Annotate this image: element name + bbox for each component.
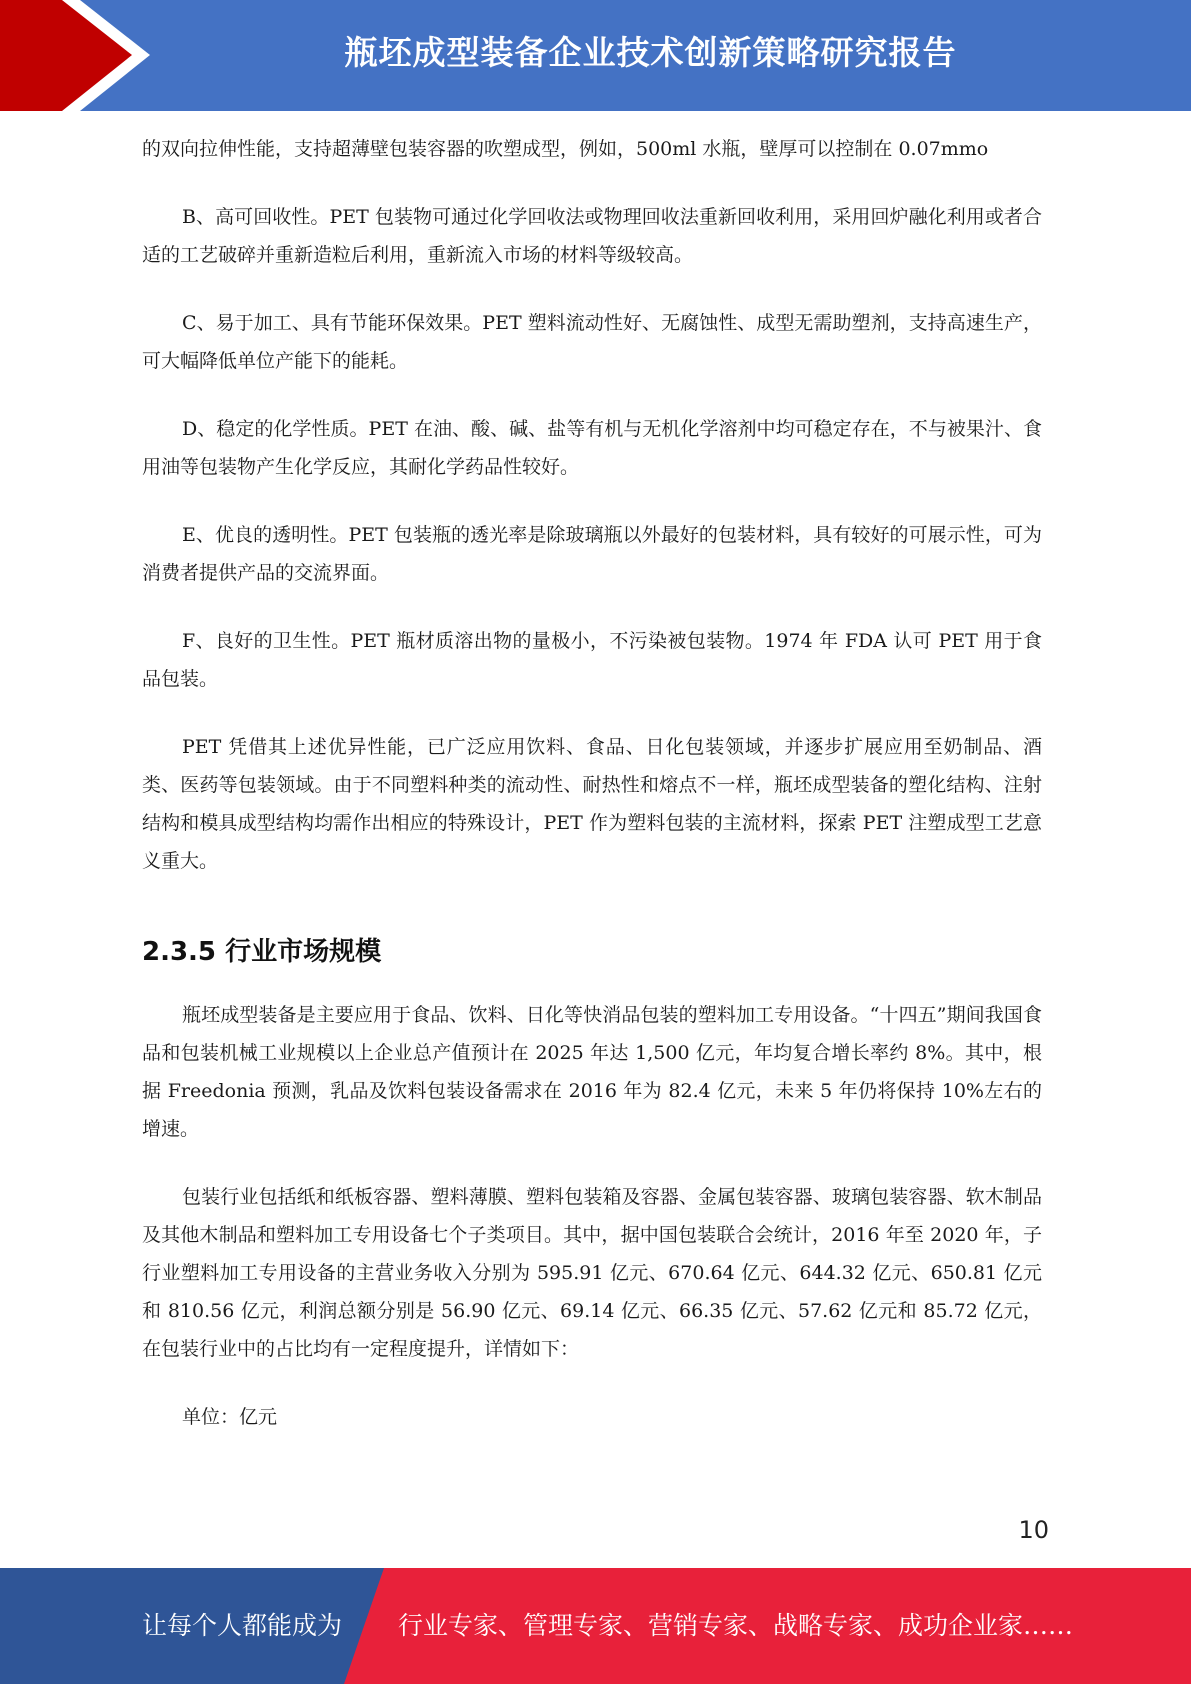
paragraph-pet-summary: PET 凭借其上述优异性能，已广泛应用饮料、食品、日化包装领域，并逐步扩展应用至奶制品、酒类、医药等包装领域。由于不同塑料种类的流动性、耐热性和熔点不一样，瓶坯成型装备的塑化结构、注射结构和模具成型结构均需作出相应的特殊设计，PET 作为塑料包装的主流材料，探索 PET 注塑成型工艺意义重大。 xyxy=(142,736,1042,872)
section-heading: 2.3.5 行业市场规模 xyxy=(142,937,382,967)
page-footer xyxy=(0,1568,1191,1684)
report-title: 瓶坯成型装备企业技术创新策略研究报告 xyxy=(344,33,957,72)
paragraph-unit-note: 单位：亿元 xyxy=(182,1406,278,1428)
paragraph-item-f: F、良好的卫生性。PET 瓶材质溶出物的量极小，不污染被包装物。1974 年 FDA 认可 PET 用于食品包装。 xyxy=(142,630,1042,690)
paragraph-continuation: 的双向拉伸性能，支持超薄壁包装容器的吹塑成型，例如，500ml 水瓶，壁厚可以控制在 0.07mmo xyxy=(142,138,989,160)
paragraph-item-d: D、稳定的化学性质。PET 在油、酸、碱、盐等有机与无机化学溶剂中均可稳定存在，不与被果汁、食用油等包装物产生化学反应，其耐化学药品性较好。 xyxy=(142,418,1042,478)
document-body xyxy=(142,130,1042,1466)
paragraph-item-c: C、易于加工、具有节能环保效果。PET 塑料流动性好、无腐蚀性、成型无需助塑剂，支持高速生产，可大幅降低单位产能下的能耗。 xyxy=(142,312,1042,372)
paragraph-item-e: E、优良的透明性。PET 包装瓶的透光率是除玻璃瓶以外最好的包装材料，具有较好的可展示性，可为消费者提供产品的交流界面。 xyxy=(142,524,1042,584)
page-number: 10 xyxy=(1018,1516,1049,1544)
paragraph-item-b: B、高可回收性。PET 包装物可通过化学回收法或物理回收法重新回收利用，采用回炉融化利用或者合适的工艺破碎并重新造粒后利用，重新流入市场的材料等级较高。 xyxy=(142,206,1042,266)
footer-slogan-left: 让每个人都能成为 xyxy=(142,1611,343,1640)
page-header xyxy=(0,0,1191,111)
paragraph-market-scale: 瓶坯成型装备是主要应用于食品、饮料、日化等快消品包装的塑料加工专用设备。“十四五”期间我国食品和包装机械工业规模以上企业总产值预计在 2025 年达 1,500 亿元，年均复合增长率约 8%。其中，根据 Freedonia 预测，乳品及饮料包装设备需求在 2016 年为 82.4 亿元，未来 5 年仍将保持 10%左右的增速。 xyxy=(142,1004,1042,1140)
paragraph-packaging-industry: 包装行业包括纸和纸板容器、塑料薄膜、塑料包装箱及容器、金属包装容器、玻璃包装容器、软木制品及其他木制品和塑料加工专用设备七个子类项目。其中，据中国包装联合会统计，2016 年至 2020 年，子行业塑料加工专用设备的主营业务收入分别为 595.91 亿元、670.64 亿元、644.32 亿元、650.81 亿元和 810.56 亿元，利润总额分别是 56.90 亿元、69.14 亿元、66.35 亿元、57.62 亿元和 85.72 亿元，在包装行业中的占比均有一定程度提升，详情如下： xyxy=(142,1186,1042,1360)
footer-slogan-right: 行业专家、管理专家、营销专家、战略专家、成功企业家…… xyxy=(398,1611,1074,1640)
